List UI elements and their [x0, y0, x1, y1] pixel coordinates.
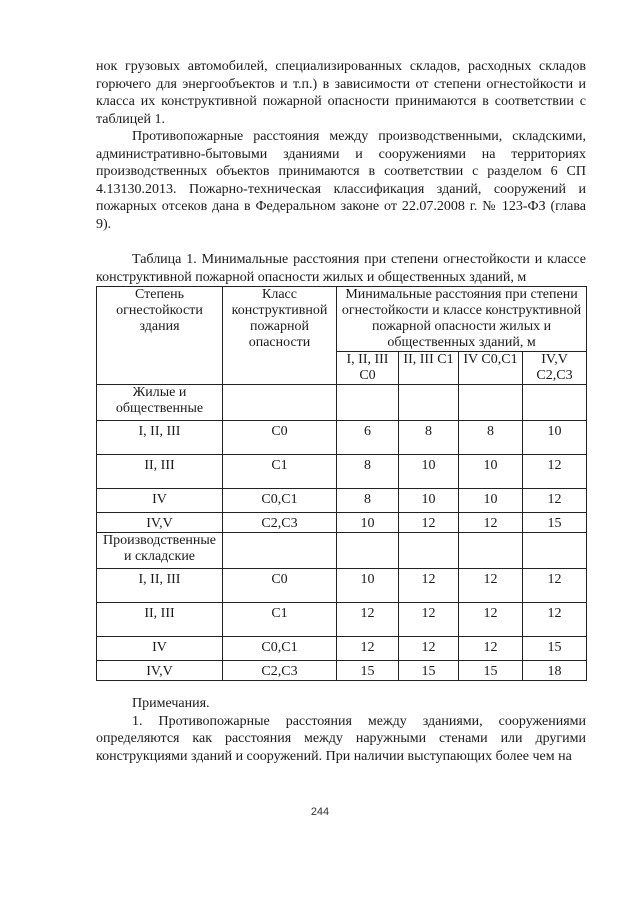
degree-cell: II, III: [97, 455, 223, 489]
distance-table: [96, 286, 587, 681]
category-label: Производственные и складские: [97, 533, 223, 569]
class-cell: С2,С3: [223, 513, 337, 533]
value-cell: 15: [459, 661, 523, 681]
value-cell: 18: [523, 661, 587, 681]
table-row: [97, 603, 587, 637]
value-cell: 12: [399, 603, 459, 637]
value-cell: 15: [523, 513, 587, 533]
subheader-cell: IV С0,С1: [459, 352, 523, 385]
value-cell: 6: [337, 421, 399, 455]
table-row: [97, 421, 587, 455]
header-construction-class: Класс конструктивной пожарной опасности: [223, 287, 337, 385]
degree-cell: I, II, III: [97, 421, 223, 455]
value-cell: 10: [399, 489, 459, 513]
value-cell: 12: [399, 637, 459, 661]
category-row-residential: [97, 385, 587, 421]
subheader-cell: IV,V С2,С3: [523, 352, 587, 385]
second-paragraph: Противопожарные расстояния между производственными, складскими, административно-бытовыми зданиями и сооружениями на территориях производственных объектов принимаются в соответствии с разделом 6 СП 4.13130.2013. Пожарно-техническая классификация зданий, сооружений и пожарных отсеков дана в Федеральном законе от 22.07.2008 г. № 123-ФЗ (глава 9).: [96, 129, 586, 232]
table-row: [97, 569, 587, 603]
degree-cell: IV,V: [97, 661, 223, 681]
class-cell: С1: [223, 603, 337, 637]
value-cell: 10: [337, 513, 399, 533]
value-cell: 12: [523, 489, 587, 513]
class-cell: С0,С1: [223, 637, 337, 661]
table-row: [97, 661, 587, 681]
value-cell: 15: [399, 661, 459, 681]
page-number: 244: [310, 806, 330, 818]
value-cell: 12: [459, 569, 523, 603]
degree-cell: IV: [97, 489, 223, 513]
value-cell: 10: [337, 569, 399, 603]
value-cell: 12: [523, 569, 587, 603]
value-cell: 12: [459, 637, 523, 661]
subheader-cell: I, II, III С0: [337, 352, 399, 385]
header-min-distances: Минимальные расстояния при степени огнестойкости и классе конструктивной пожарной опасности жилых и общественных зданий, м: [337, 287, 587, 352]
value-cell: 12: [337, 603, 399, 637]
table-row: [97, 637, 587, 661]
value-cell: 12: [399, 569, 459, 603]
degree-cell: II, III: [97, 603, 223, 637]
value-cell: 8: [337, 455, 399, 489]
degree-cell: IV,V: [97, 513, 223, 533]
value-cell: 12: [459, 603, 523, 637]
subheader-cell: II, III С1: [399, 352, 459, 385]
intro-paragraph: нок грузовых автомобилей, специализированных складов, расходных складов горючего для энергообъектов и т.п.) в зависимости от степени огнестойкости и класса их конструктивной пожарной опасности принимаются в соответствии с таблицей 1.: [96, 59, 586, 127]
value-cell: 12: [523, 455, 587, 489]
table-row: [97, 513, 587, 533]
value-cell: 10: [399, 455, 459, 489]
value-cell: 10: [523, 421, 587, 455]
class-cell: С0: [223, 569, 337, 603]
table-header-row: [97, 287, 587, 352]
table-row: [97, 489, 587, 513]
table-row: [97, 455, 587, 489]
class-cell: С2,С3: [223, 661, 337, 681]
document-page: [96, 58, 586, 765]
value-cell: 15: [337, 661, 399, 681]
value-cell: 8: [399, 421, 459, 455]
degree-cell: I, II, III: [97, 569, 223, 603]
class-cell: С0: [223, 421, 337, 455]
table-caption: Таблица 1. Минимальные расстояния при степени огнестойкости и классе конструктивной пожарной опасности жилых и общественных зданий, м: [96, 252, 586, 285]
category-label: Жилые и общественные: [97, 385, 223, 421]
class-cell: С0,С1: [223, 489, 337, 513]
value-cell: 10: [459, 455, 523, 489]
class-cell: С1: [223, 455, 337, 489]
value-cell: 8: [459, 421, 523, 455]
category-row-industrial: [97, 533, 587, 569]
value-cell: 12: [337, 637, 399, 661]
value-cell: 12: [459, 513, 523, 533]
value-cell: 12: [399, 513, 459, 533]
value-cell: 15: [523, 637, 587, 661]
header-fire-resistance: Степень огнестойкости здания: [97, 287, 223, 385]
value-cell: 12: [523, 603, 587, 637]
note-1: 1. Противопожарные расстояния между зданиями, сооружениями определяются как расстояния между наружными стенами или другими конструкциями зданий и сооружений. При наличии выступающих более чем на: [96, 713, 586, 764]
degree-cell: IV: [97, 637, 223, 661]
value-cell: 10: [459, 489, 523, 513]
value-cell: 8: [337, 489, 399, 513]
notes-title: Примечания.: [132, 696, 210, 711]
